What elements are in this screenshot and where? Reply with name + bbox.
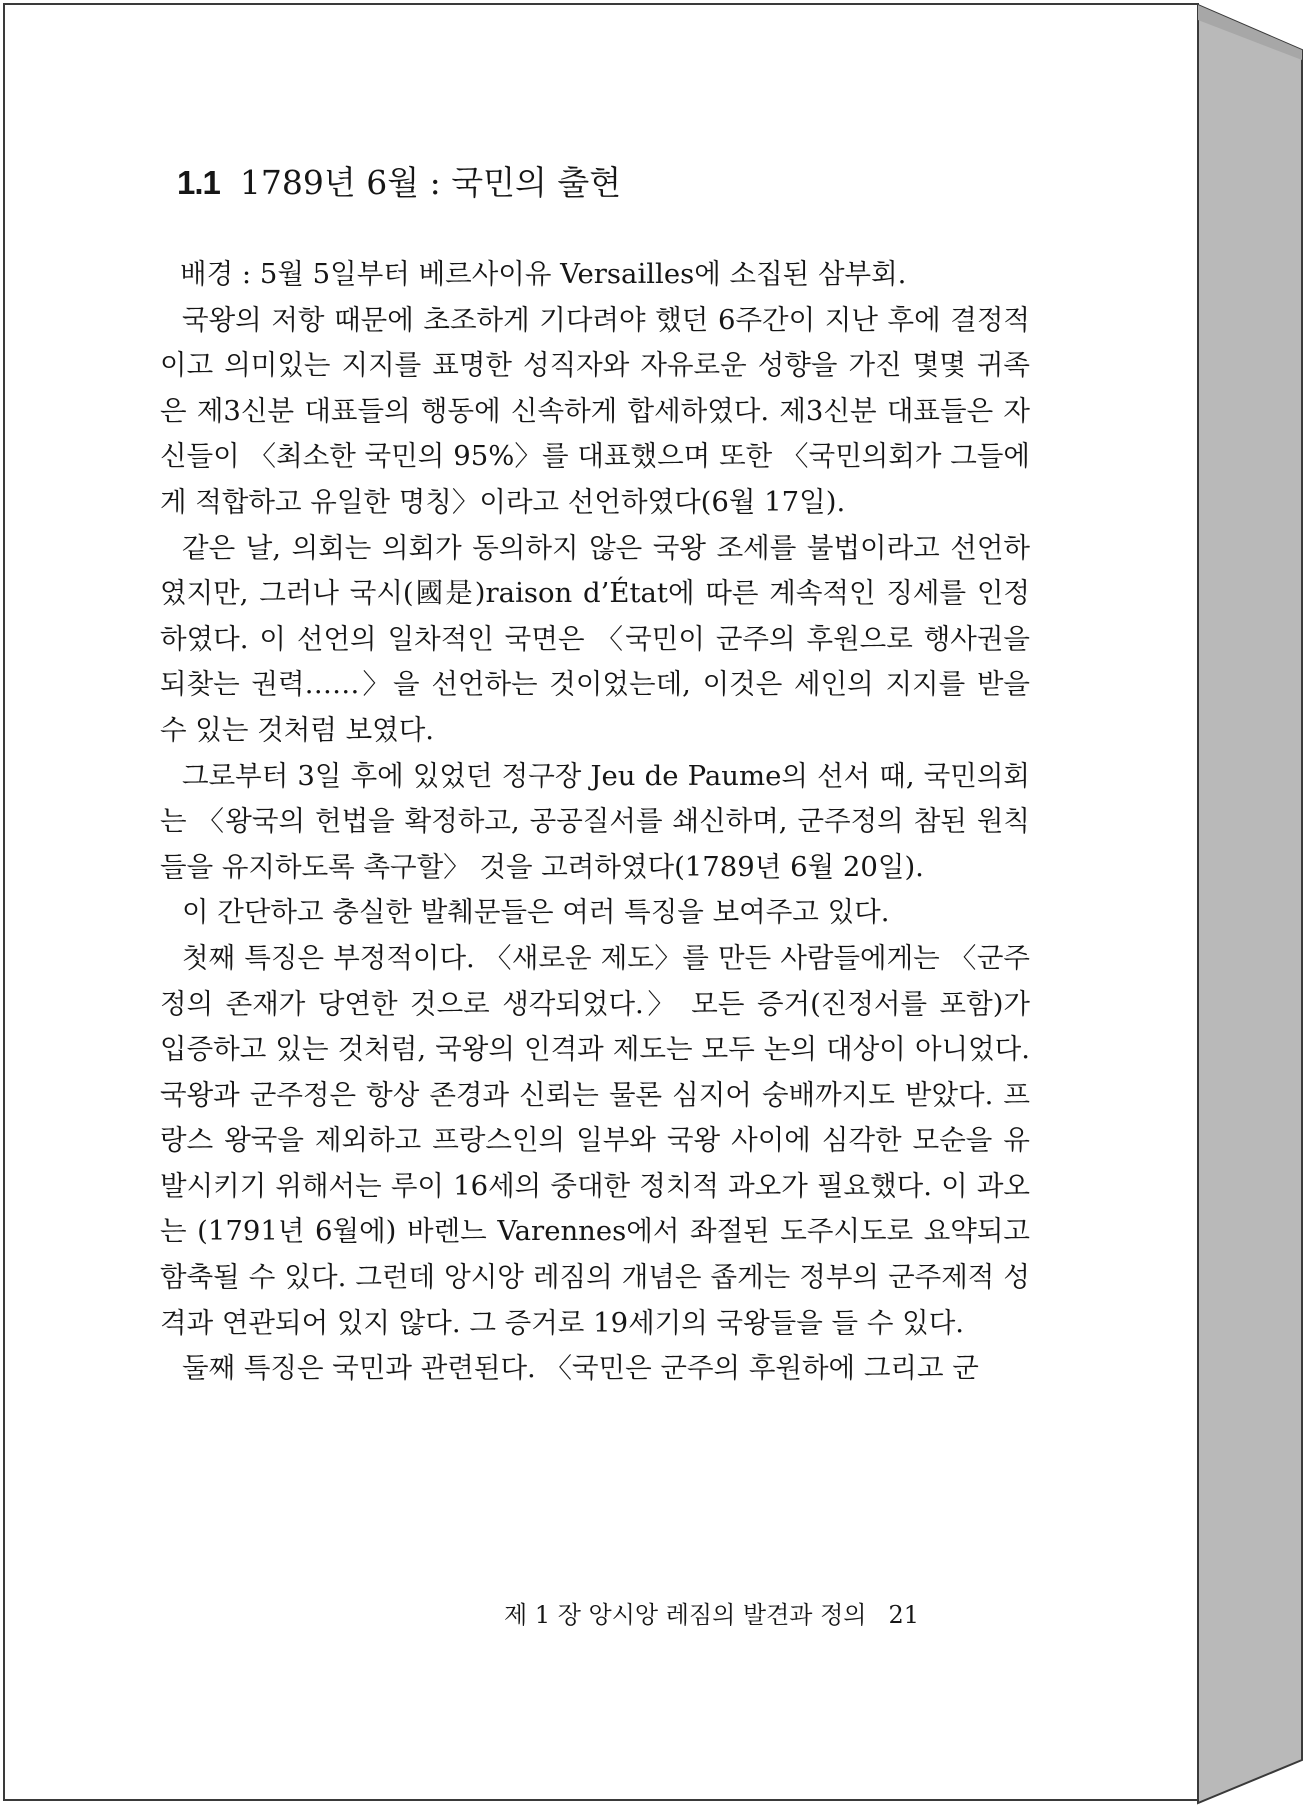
paragraph: 이 간단하고 충실한 발췌문들은 여러 특징을 보여주고 있다. [182,896,890,929]
paragraph: 그로부터 3일 후에 있었던 정구장 Jeu de Paume의 선서 때, 국민의회는 〈왕국의 헌법을 확정하고, 공공질서를 쇄신하며, 군주정의 참된 원칙들을 유지하도록 촉구할〉 것을 고려하였다(1789년 6월 20일). [160,759,1030,883]
section-title: 1789년 6월 : 국민의 출현 [239,163,622,202]
paragraph: 같은 날, 의회는 의회가 동의하지 않은 국왕 조세를 불법이라고 선언하였지만, 그러나 국시(國是)raison d’État에 따른 계속적인 징세를 인정하였다. 이 선언의 일차적인 국면은 〈국민이 군주의 후원으로 행사권을 되찾는 권력……〉을 선언하는 것이었는데, 이것은 세인의 지지를 받을 수 있는 것처럼 보였다. [160,531,1030,746]
paragraph-background: 배경 : 5월 5일부터 베르사이유 Versailles에 소집된 삼부회. [180,258,907,290]
chapter-title: 제 1 장 앙시앙 레짐의 발견과 정의 [504,1601,867,1629]
section-number: 1.1 [177,164,220,201]
page-number: 21 [888,1601,919,1629]
paragraph: 국왕의 저항 때문에 초조하게 기다려야 했던 6주간이 지난 후에 결정적이고 의미있는 지지를 표명한 성직자와 자유로운 성향을 가진 몇몇 귀족은 제3신분 대표들의 행동에 신속하게 합세하였다. 제3신분 대표들은 자신들이 〈최소한 국민의 95%〉를 대표했으며 또한 〈국민의회가 그들에게 적합하고 유일한 명칭〉이라고 선언하였다(6월 17일). [160,303,1030,518]
paragraph: 둘째 특징은 국민과 관련된다. 〈국민은 군주의 후원하에 그리고 군 [182,1352,979,1385]
paragraph: 첫째 특징은 부정적이다. 〈새로운 제도〉를 만든 사람들에게는 〈군주정의 존재가 당연한 것으로 생각되었다.〉 모든 증거(진정서를 포함)가 입증하고 있는 것처럼, 국왕의 인격과 제도는 모두 논의 대상이 아니었다. 국왕과 군주정은 항상 존경과 신뢰는 물론 심지어 숭배까지도 받았다. 프랑스 왕국을 제외하고 프랑스인의 일부와 국왕 사이에 심각한 모순을 유발시키기 위해서는 루이 16세의 중대한 정치적 과오가 필요했다. 이 과오는 (1791년 6월에) 바렌느 Varennes에서 좌절된 도주시도로 요약되고 함축될 수 있다. 그런데 앙시앙 레짐의 개념은 좁게는 정부의 군주제적 성격과 연관되어 있지 않다. 그 증거로 19세기의 국왕들을 들 수 있다. [160,941,1030,1339]
